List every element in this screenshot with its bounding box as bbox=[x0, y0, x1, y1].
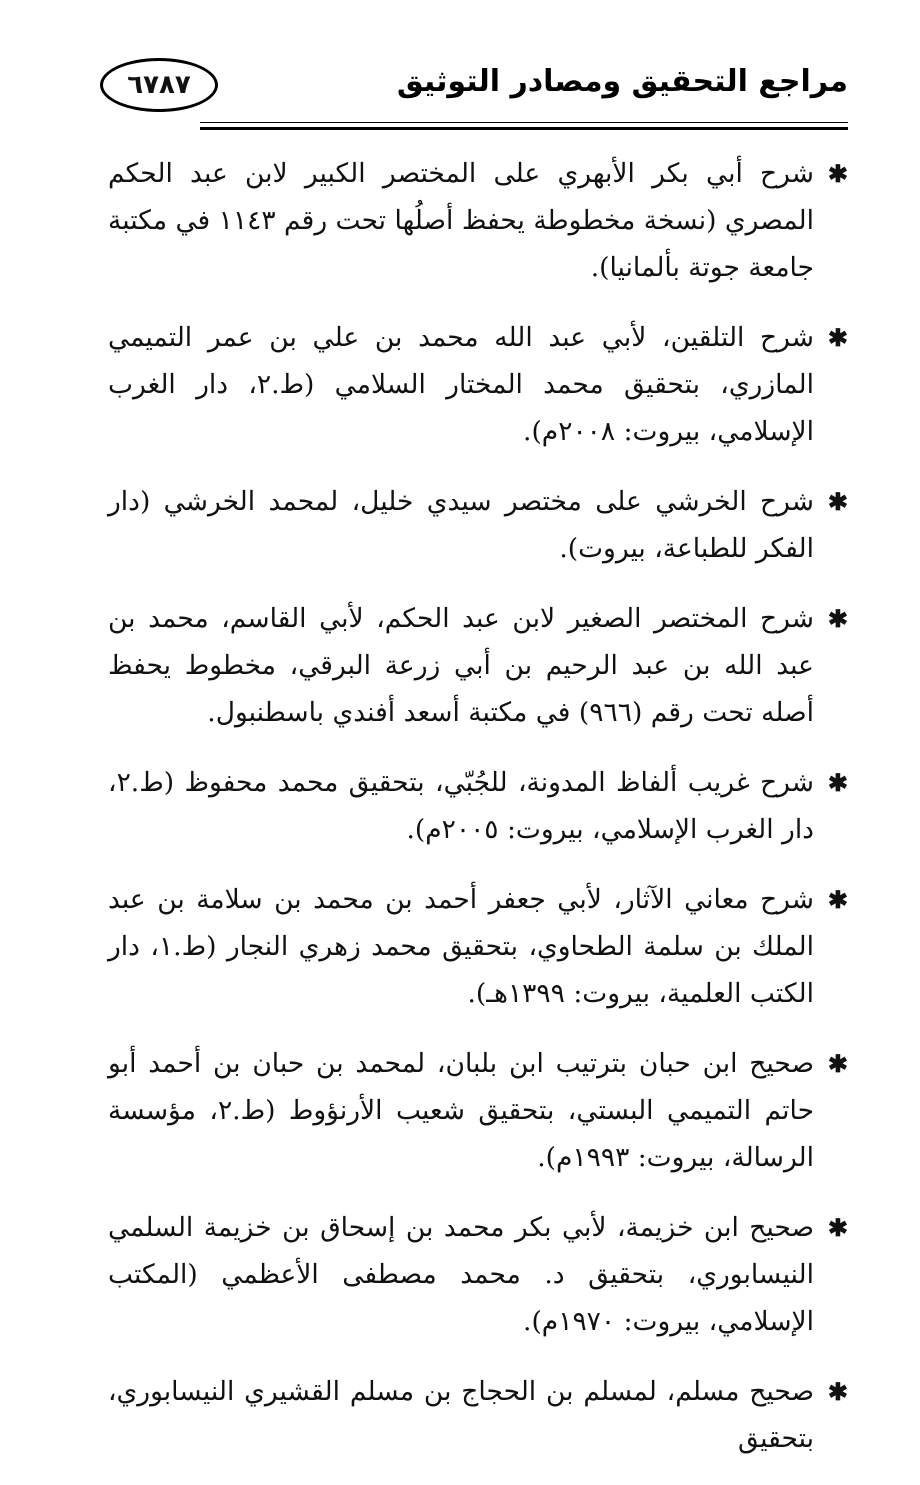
entry-text: صحيح ابن حبان بترتيب ابن بلبان، لمحمد بن حبان بن أحمد أبو حاتم التميمي البستي، بتحقيق شعيب الأرنؤوط (ط.٢، مؤسسة الرسالة، بيروت: ١٩٩٣م). bbox=[108, 1048, 815, 1173]
header-rule bbox=[200, 127, 848, 130]
bibliography-entry bbox=[108, 1040, 848, 1181]
page-number-badge: ٦٧٨٧ bbox=[100, 58, 218, 112]
bibliography-entry bbox=[108, 150, 848, 291]
entry-text: شرح الخرشي على مختصر سيدي خليل، لمحمد الخرشي (دار الفكر للطباعة، بيروت). bbox=[108, 486, 814, 564]
asterisk-bullet-icon: ✱ bbox=[827, 1377, 848, 1406]
bibliography-entry bbox=[108, 1204, 848, 1345]
asterisk-bullet-icon: ✱ bbox=[827, 1049, 848, 1078]
asterisk-bullet-icon: ✱ bbox=[827, 768, 848, 797]
asterisk-bullet-icon: ✱ bbox=[827, 885, 848, 914]
bibliography-entry bbox=[108, 1368, 848, 1462]
bibliography-list bbox=[108, 150, 848, 1485]
entry-text: شرح معاني الآثار، لأبي جعفر أحمد بن محمد بن سلامة بن عبد الملك بن سلمة الطحاوي، بتحقيق محمد زهري النجار (ط.١، دار الكتب العلمية، بيروت: ١٣٩٩هـ). bbox=[108, 884, 815, 1009]
entry-text: شرح التلقين، لأبي عبد الله محمد بن علي بن عمر التميمي المازري، بتحقيق محمد المختار السلامي (ط.٢، دار الغرب الإسلامي، بيروت: ٢٠٠٨م). bbox=[108, 322, 814, 447]
entry-text: شرح أبي بكر الأبهري على المختصر الكبير لابن عبد الحكم المصري (نسخة مخطوطة يحفظ أصلُها تحت رقم ١١٤٣ في مكتبة جامعة جوتة بألمانيا). bbox=[108, 158, 814, 283]
asterisk-bullet-icon: ✱ bbox=[827, 604, 848, 633]
asterisk-bullet-icon: ✱ bbox=[827, 323, 848, 352]
entry-text: صحيح مسلم، لمسلم بن الحجاج بن مسلم القشيري النيسابوري، بتحقيق bbox=[108, 1376, 814, 1454]
asterisk-bullet-icon: ✱ bbox=[827, 487, 848, 516]
page-header bbox=[100, 48, 848, 128]
bibliography-entry bbox=[108, 595, 848, 736]
header-rule-thin bbox=[200, 122, 848, 123]
running-title: مراجع التحقيق ومصادر التوثيق bbox=[396, 64, 848, 99]
bibliography-entry bbox=[108, 314, 848, 455]
entry-text: صحيح ابن خزيمة، لأبي بكر محمد بن إسحاق بن خزيمة السلمي النيسابوري، بتحقيق د. محمد مصطفى الأعظمي (المكتب الإسلامي، بيروت: ١٩٧٠م). bbox=[108, 1212, 814, 1337]
asterisk-bullet-icon: ✱ bbox=[827, 159, 848, 188]
entry-text: شرح المختصر الصغير لابن عبد الحكم، لأبي القاسم، محمد بن عبد الله بن عبد الرحيم بن أبي زرعة البرقي، مخطوط يحفظ أصله تحت رقم (٩٦٦) في مكتبة أسعد أفندي باسطنبول. bbox=[108, 603, 814, 728]
bibliography-entry bbox=[108, 876, 848, 1017]
bibliography-entry bbox=[108, 478, 848, 572]
entry-text: شرح غريب ألفاظ المدونة، للجُبّي، بتحقيق محمد محفوظ (ط.٢، دار الغرب الإسلامي، بيروت: ٢٠٠٥م). bbox=[108, 767, 814, 845]
asterisk-bullet-icon: ✱ bbox=[827, 1213, 848, 1242]
bibliography-entry bbox=[108, 759, 848, 853]
